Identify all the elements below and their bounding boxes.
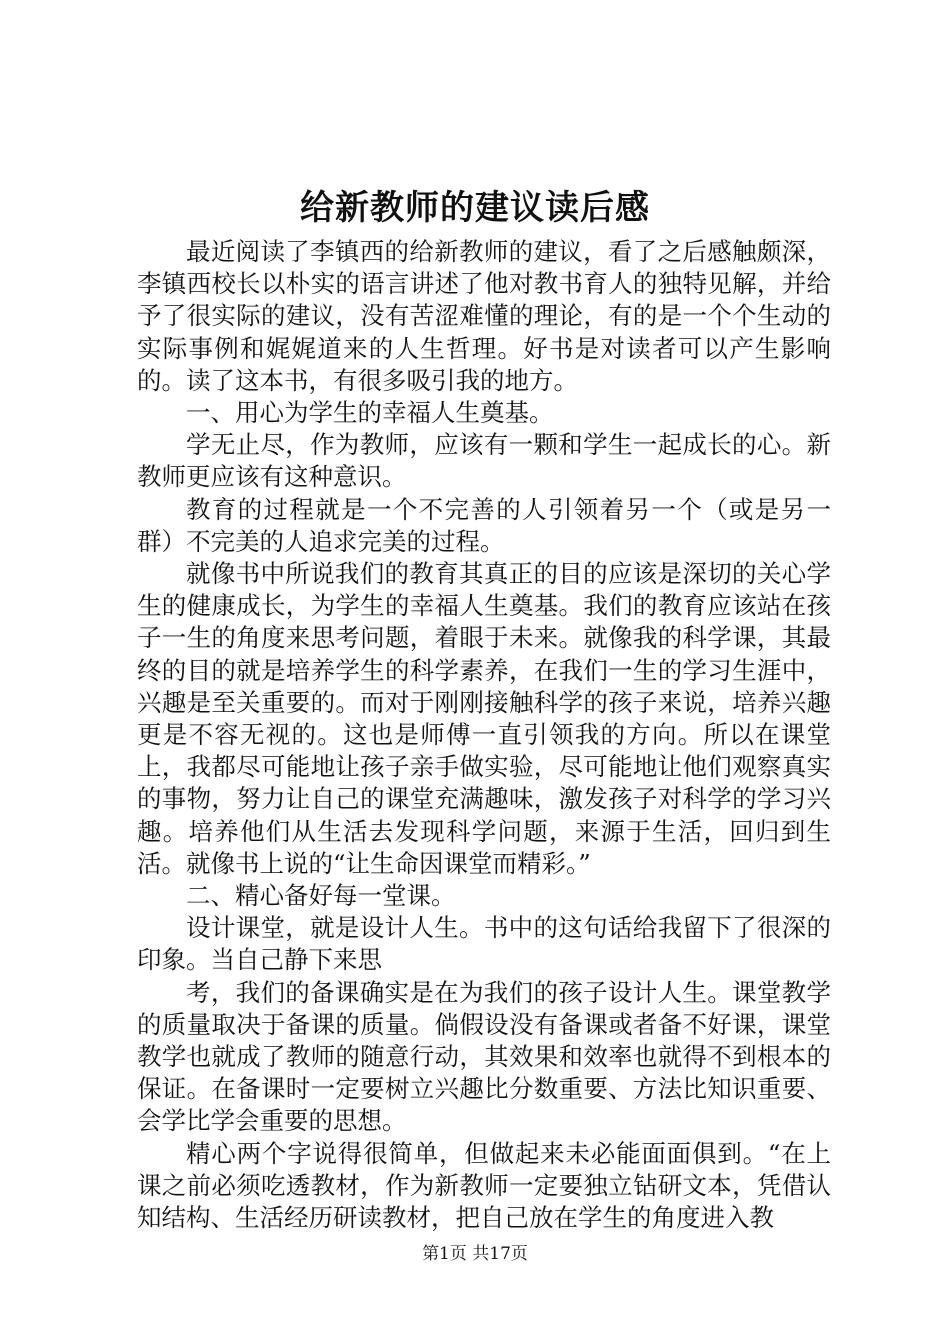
paragraph: 考，我们的备课确实是在为我们的孩子设计人生。课堂教学的质量取决于备课的质量。倘假设没有备课或者备不好课，课堂教学也就成了教师的随意行动，其效果和效率也就得不到根本的保证。在备课时一定要树立兴趣比分数重要、方法比知识重要、会学比学会重要的思想。 <box>137 977 831 1136</box>
page-number-footer: 第1页 共17页 <box>422 1244 528 1264</box>
section-heading-2: 二、精心备好每一堂课。 <box>186 881 456 911</box>
paragraph: 学无止尽，作为教师，应该有一颗和学生一起成长的心。新教师更应该有这种意识。 <box>137 430 831 492</box>
section-heading-1: 一、用心为学生的幸福人生奠基。 <box>186 398 554 428</box>
paragraph: 就像书中所说我们的教育其真正的目的应该是深切的关心学生的健康成长，为学生的幸福人生奠基。我们的教育应该站在孩子一生的角度来思考问题，着眼于未来。就像我的科学课，其最终的目的就是培养学生的科学素养，在我们一生的学习生涯中，兴趣是至关重要的。而对于刚刚接触科学的孩子来说，培养兴趣更是不容无视的。这也是师傅一直引领我的方向。所以在课堂上，我都尽可能地让孩子亲手做实验，尽可能地让他们观察真实的事物，努力让自己的课堂充满趣味，激发孩子对科学的学习兴趣。培养他们从生活去发现科学问题，来源于生活，回归到生活。就像书上说的“让生命因课堂而精彩。” <box>137 559 831 878</box>
paragraph: 精心两个字说得很简单，但做起来未必能面面俱到。“在上课之前必须吃透教材，作为新教师一定要独立钻研文本，凭借认知结构、生活经历研读教材，把自己放在学生的角度进入教 <box>137 1138 831 1233</box>
document-title: 给新教师的建议读后感 <box>300 188 650 228</box>
paragraph: 设计课堂，就是设计人生。书中的这句话给我留下了很深的印象。当自己静下来思 <box>137 913 831 975</box>
document-body <box>137 236 831 1234</box>
paragraph-intro: 最近阅读了李镇西的给新教师的建议，看了之后感触颇深，李镇西校长以朴实的语言讲述了他对教书育人的独特见解，并给予了很实际的建议，没有苦涩难懂的理论，有的是一个个生动的实际事例和娓娓道来的人生哲理。好书是对读者可以产生影响的。读了这本书，有很多吸引我的地方。 <box>137 237 831 395</box>
paragraph: 教育的过程就是一个不完善的人引领着另一个（或是另一群）不完美的人追求完美的过程。 <box>137 494 831 556</box>
